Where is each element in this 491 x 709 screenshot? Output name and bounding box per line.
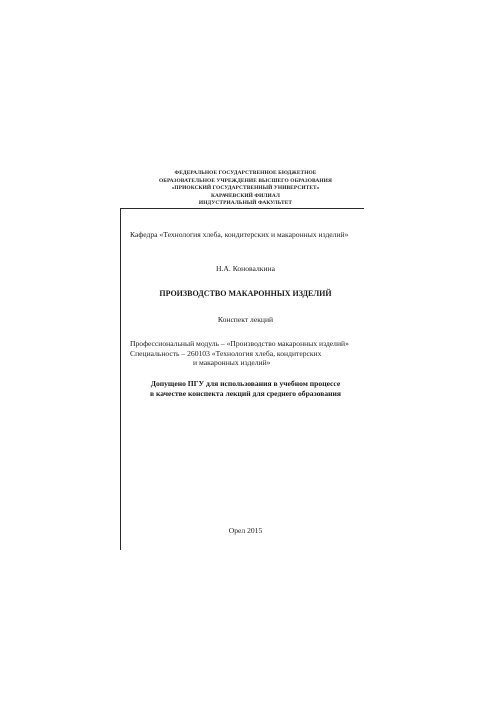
author-name: Н.А. Коновалкина [216, 264, 275, 273]
department-name: Кафедра «Технология хлеба, кондитерских и макаронных изделий» [130, 230, 349, 239]
module-line: Профессиональный модуль – «Производство макаронных изделий» [130, 339, 349, 348]
header-line: ИНДУСТРИАЛЬНЫЙ ФАКУЛЬТЕТ [198, 200, 293, 207]
course-meta [130, 339, 349, 368]
approval-line: в качестве конспекта лекций для среднего образования [150, 389, 341, 398]
approval-line: Допущено ПГУ для использования в учебном процессе [150, 379, 341, 388]
header-line: «ПРИОКСКИЙ ГОСУДАРСТВЕННЫЙ УНИВЕРСИТЕТ» [171, 185, 320, 192]
header-line: ОБРАЗОВАТЕЛЬНОЕ УЧРЕЖДЕНИЕ ВЫСШЕГО ОБРАЗОВАНИЯ [159, 177, 332, 184]
city-year: Орел 2015 [228, 526, 263, 535]
header-line: КАРАЧЕВСКИЙ ФИЛИАЛ [211, 192, 280, 199]
specialty-line: Специальность – 260103 «Технология хлеба, кондитерских [130, 348, 322, 358]
specialty-line-continued: и макаронных изделий» [193, 358, 271, 368]
frame-top-rule [120, 208, 364, 209]
document-type: Конспект лекций [217, 315, 274, 324]
approval-statement [0, 379, 491, 399]
institution-header [0, 170, 491, 208]
document-title: ПРОИЗВОДСТВО МАКАРОННЫХ ИЗДЕЛИЙ [159, 289, 332, 298]
header-line: ФЕДЕРАЛЬНОЕ ГОСУДАРСТВЕННОЕ БЮДЖЕТНОЕ [174, 170, 317, 176]
